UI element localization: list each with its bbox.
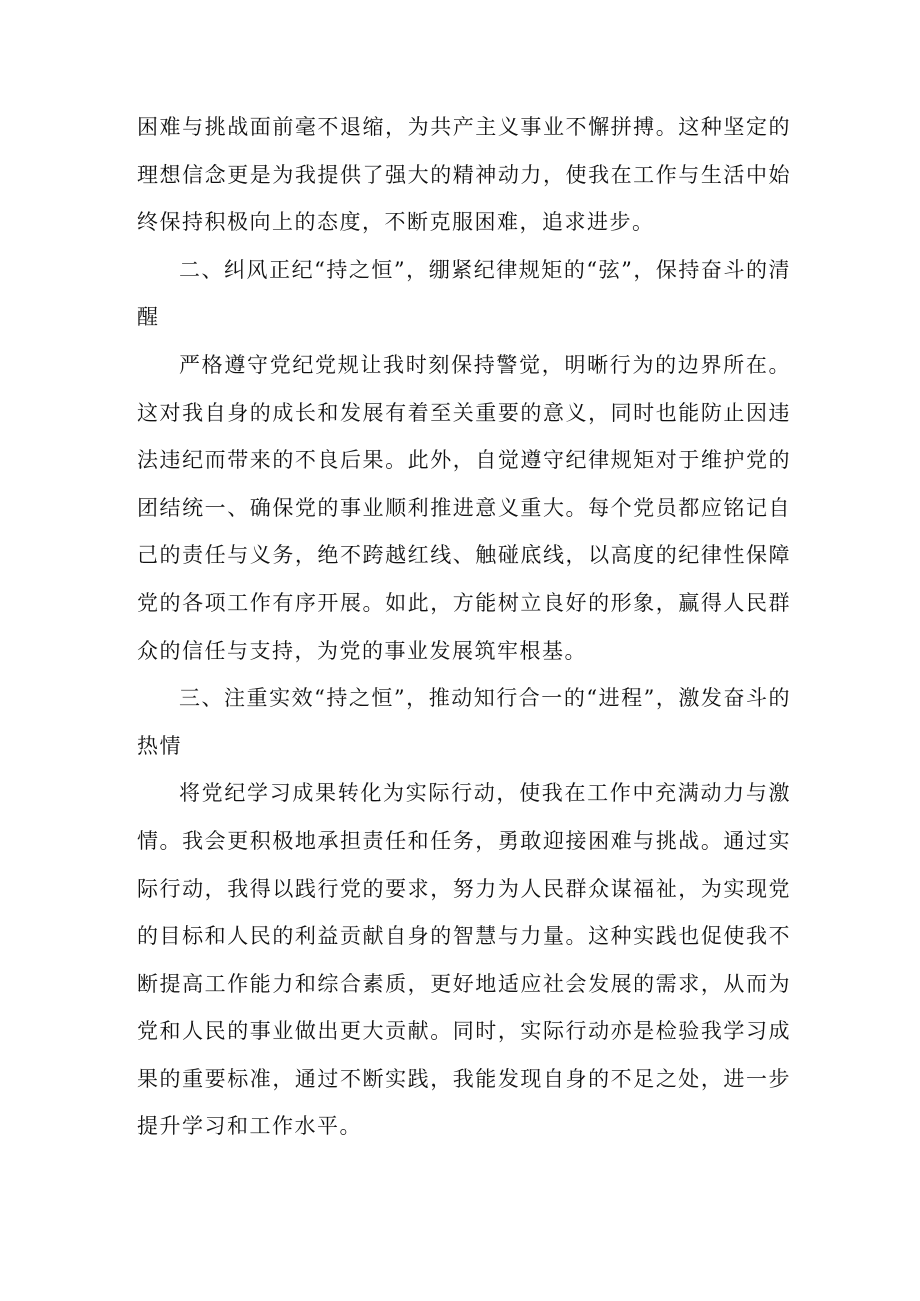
paragraph-discipline: 严格遵守党纪党规让我时刻保持警觉，明晰行为的边界所在。这对我自身的成长和发展有着至关重要的意义，同时也能防止因违法违纪而带来的不良后果。此外，自觉遵守纪律规矩对于维护党的团结统一、确保党的事业顺利推进意义重大。每个党员都应铭记自己的责任与义务，绝不跨越红线、触碰底线，以高度的纪律性保障党的各项工作有序开展。如此，方能树立良好的形象，赢得人民群众的信任与支持，为党的事业发展筑牢根基。 <box>137 352 791 663</box>
section-heading-3: 三、注重实效“持之恒”，推动知行合一的“进程”，激发奋斗的热情 <box>137 686 791 758</box>
section-heading-2: 二、纠风正纪“持之恒”，绷紧纪律规矩的“弦”，保持奋斗的清醒 <box>137 257 791 330</box>
paragraph-practice: 将党纪学习成果转化为实际行动，使我在工作中充满动力与激情。我会更积极地承担责任和任务，勇敢迎接困难与挑战。通过实际行动，我得以践行党的要求，努力为人民群众谋福祉，为实现党的目标和人民的利益贡献自身的智慧与力量。这种实践也促使我不断提高工作能力和综合素质，更好地适应社会发展的需求，从而为党和人民的事业做出更大贡献。同时，实际行动亦是检验我学习成果的重要标准，通过不断实践，我能发现自身的不足之处，进一步提升学习和工作水平。 <box>137 781 791 1139</box>
paragraph-continuation: 困难与挑战面前毫不退缩，为共产主义事业不懈拼搏。这种坚定的理想信念更是为我提供了强大的精神动力，使我在工作与生活中始终保持积极向上的态度，不断克服困难，追求进步。 <box>137 115 791 235</box>
document-body <box>137 104 791 1151</box>
